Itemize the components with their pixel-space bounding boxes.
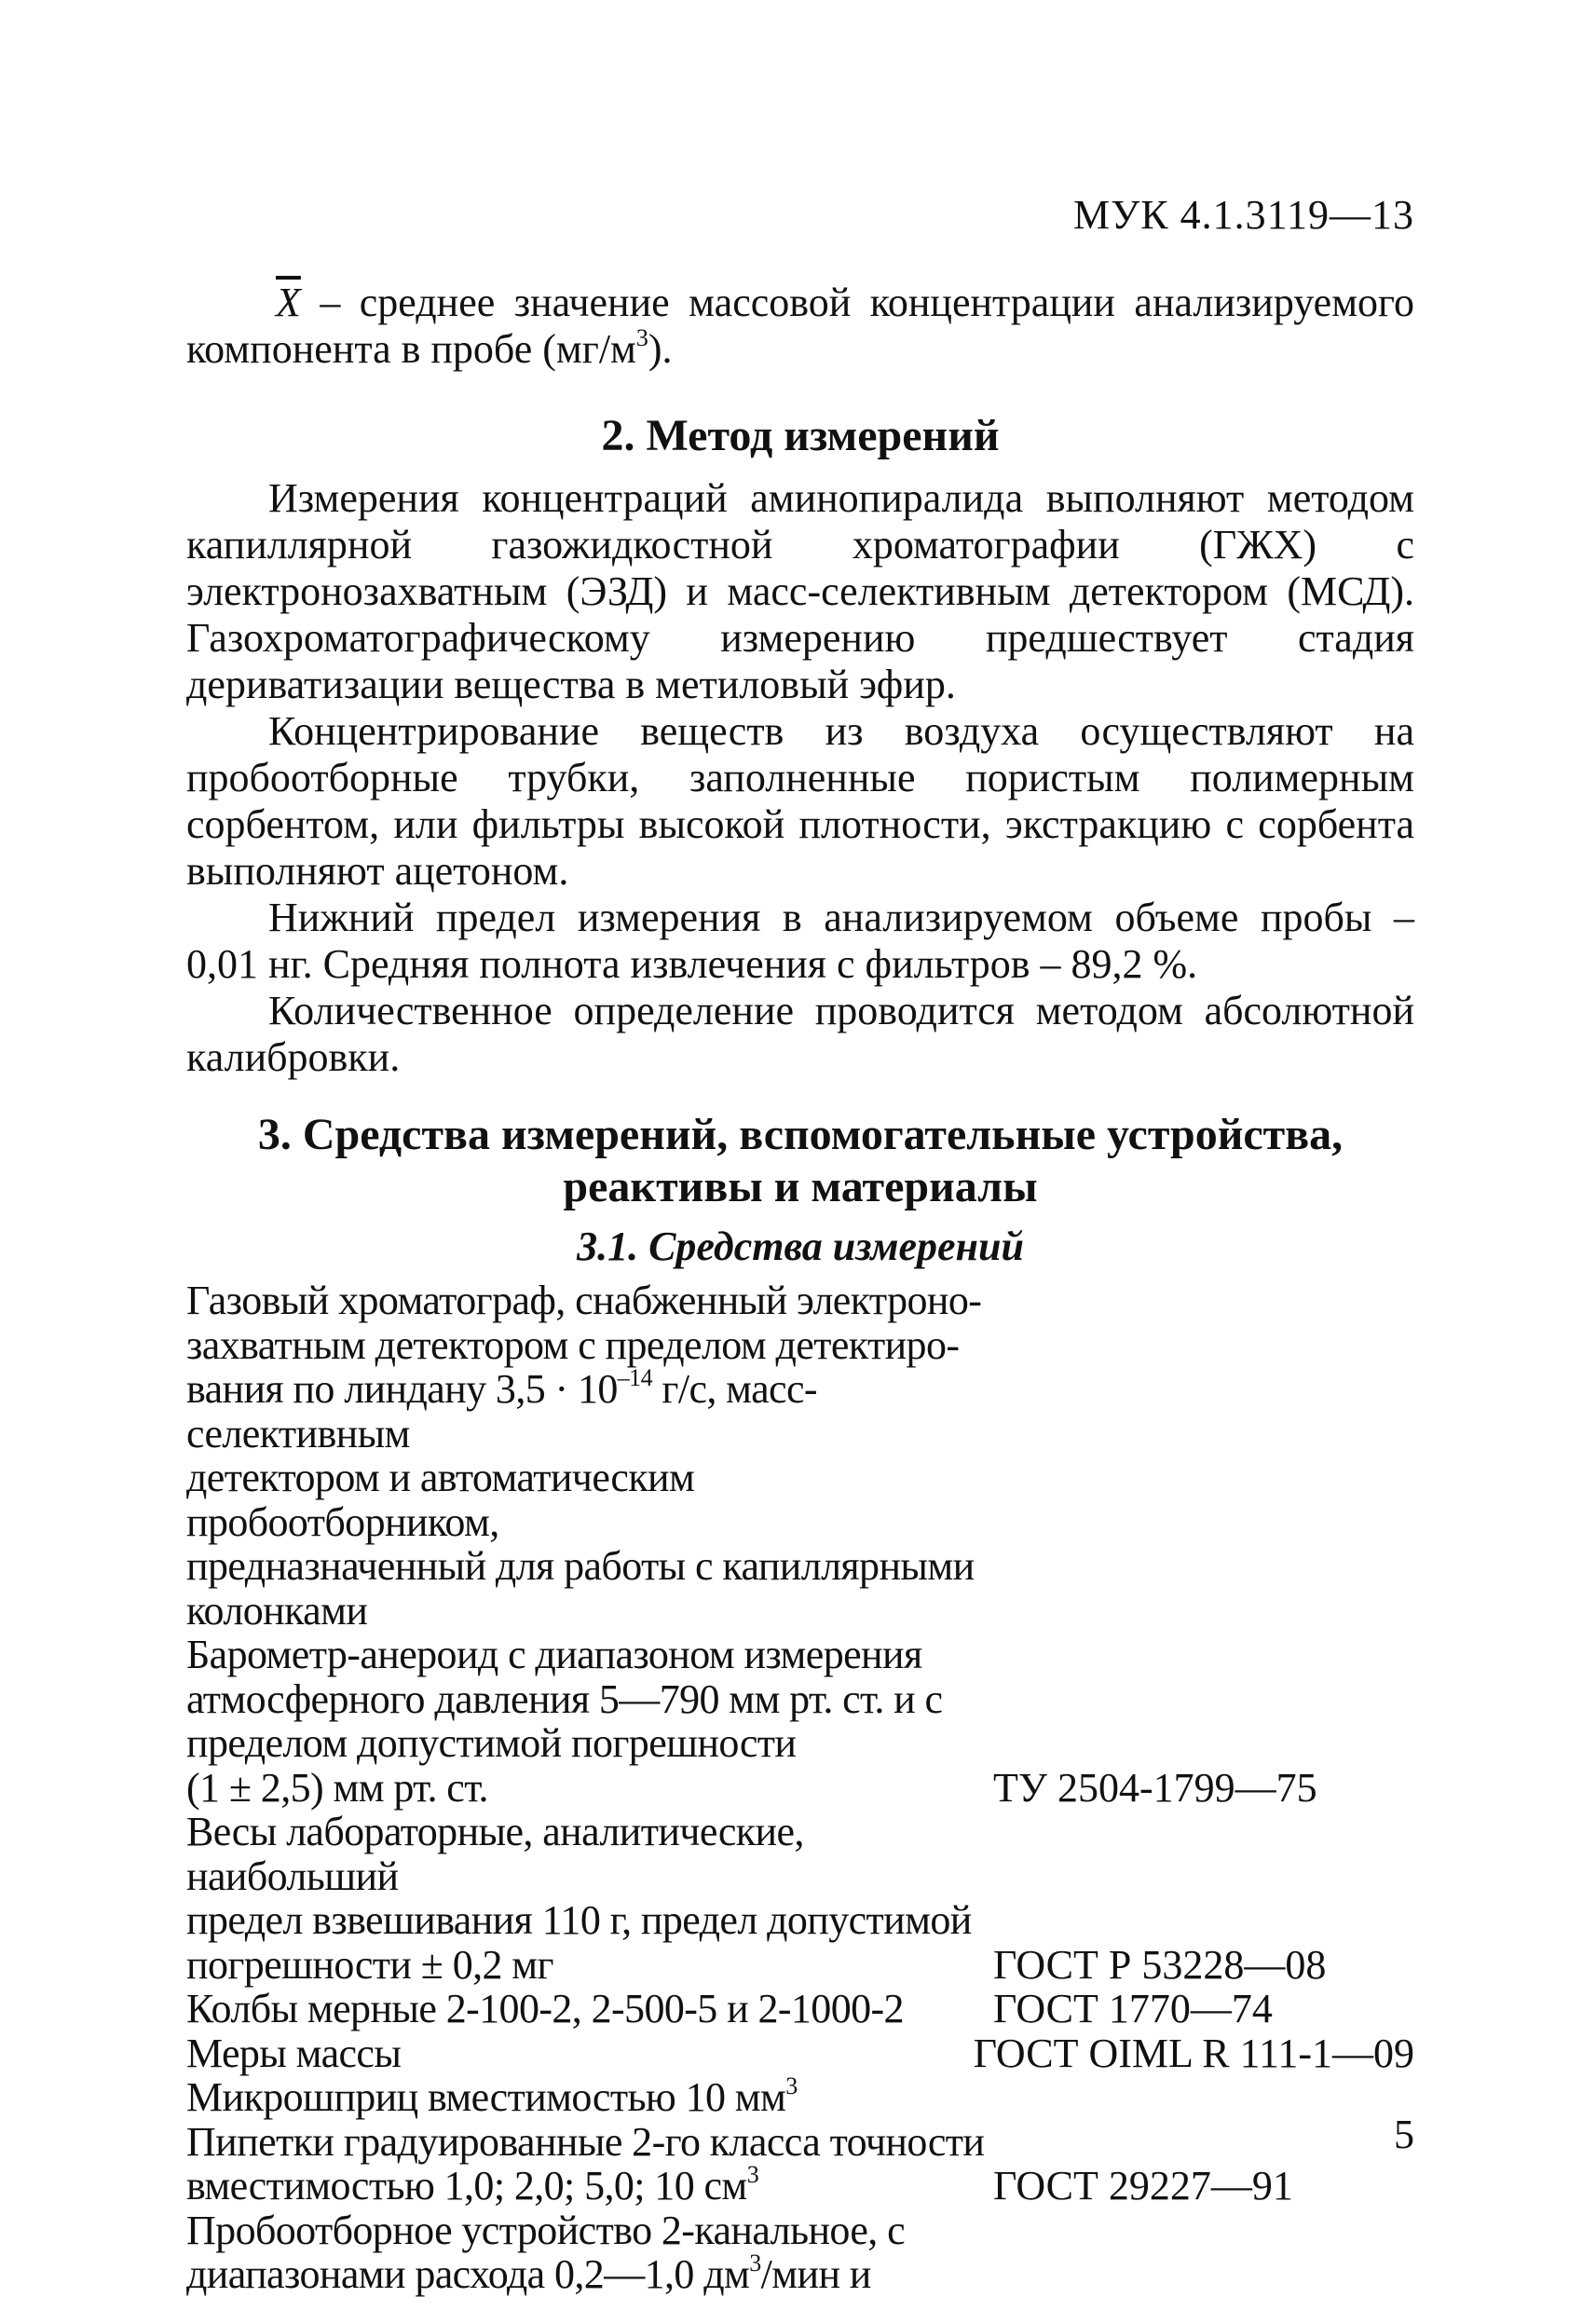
equipment-text: Весы лабораторные, аналитические, наибольший	[186, 1809, 804, 1899]
equipment-text: диапазонами расхода 0,2—1,0 дм	[186, 2251, 750, 2297]
equipment-row	[186, 1323, 1414, 1368]
equipment-row	[186, 1544, 1414, 1589]
equipment-text: Газовый хроматограф, снабженный электроно-	[186, 1278, 982, 1323]
equipment-description	[186, 2249, 988, 2297]
equipment-text: детектором и автоматическим пробоотборником,	[186, 1455, 695, 1545]
equipment-description	[186, 1987, 988, 2031]
equipment-standard: ГОСТ Р 53228—08	[993, 1941, 1327, 1988]
equipment-description	[186, 1279, 988, 1323]
equipment-text: колонками	[186, 1587, 368, 1634]
subsection-3-1-title: 3.1. Средства измерений	[577, 1224, 1024, 1269]
equipment-text: Микрошприц вместимостью 10 мм	[186, 2074, 786, 2120]
equipment-row	[186, 1721, 1414, 1766]
equipment-description	[186, 1766, 988, 1811]
equipment-text: (1 ± 2,5) мм рт. ст.	[186, 1764, 488, 1811]
equipment-text: атмосферного давления 5—790 мм рт. ст. и с	[186, 1675, 943, 1722]
equipment-description	[186, 1589, 988, 1634]
equipment-description	[186, 2031, 968, 2076]
intro-text-end: ).	[648, 326, 673, 372]
equipment-description	[186, 2072, 988, 2120]
equipment-text: предел взвешивания 110 г, предел допустимой	[186, 1897, 972, 1943]
equipment-description	[186, 1323, 988, 1368]
section-2-title: 2. Метод измерений	[601, 411, 1000, 460]
section-2-paragraph: Измерения концентраций аминопиралида выполняют методом капиллярной газожидкостной хроматографии (ГЖХ) с электронозахватным (ЭЗД) и масс-селективным детектором (МСД). Газохроматографическому измерению предшествует стадия дериватизации вещества в метиловый эфир.	[186, 475, 1414, 707]
equipment-row	[186, 1810, 1414, 1898]
document-code: МУК 4.1.3119—13	[1073, 192, 1414, 238]
section-3-title	[186, 1109, 1414, 1213]
equipment-description	[186, 1898, 988, 1943]
equipment-description	[186, 2120, 988, 2165]
equipment-row	[186, 2208, 1414, 2253]
equipment-text: захватным детектором с пределом детектиро-	[186, 1321, 960, 1368]
equipment-text: Пробоотборное устройство 2-канальное, с	[186, 2207, 906, 2253]
equipment-standard: ТУ 2504-1799—75	[993, 1764, 1317, 1811]
equipment-row	[186, 1898, 1414, 1943]
equipment-description	[186, 1633, 988, 1677]
equipment-description	[186, 1677, 988, 1722]
equipment-standard: ГОСТ 29227—91	[993, 2163, 1293, 2208]
equipment-description	[186, 1544, 988, 1589]
equipment-description	[186, 1456, 988, 1544]
equipment-row	[186, 1279, 1414, 1323]
equipment-text: вания по линдану 3,5 · 10	[186, 1366, 618, 1412]
equipment-row	[186, 1943, 1414, 1988]
equipment-text: вместимостью 1,0; 2,0; 5,0; 10 см	[186, 2163, 747, 2208]
equipment-row	[186, 1589, 1414, 1634]
equipment-row	[186, 2161, 1414, 2208]
equipment-row	[186, 1364, 1414, 1456]
equipment-text: погрешности ± 0,2 мг	[186, 1941, 553, 1988]
equipment-text: Барометр-анероид с диапазоном измерения	[186, 1632, 922, 1677]
equipment-row	[186, 2249, 1414, 2297]
equipment-row	[186, 2120, 1414, 2165]
equipment-row	[186, 1987, 1414, 2031]
equipment-description	[186, 1810, 988, 1898]
equipment-text: предназначенный для работы с капиллярными	[186, 1543, 975, 1589]
mean-symbol: $\overline{X}$	[276, 280, 301, 325]
equipment-superscript: 3	[746, 2161, 759, 2188]
equipment-standard: ГОСТ OIML R 111-1—09	[973, 2030, 1414, 2076]
equipment-standard: ГОСТ 1770—74	[993, 1986, 1273, 2031]
equipment-text: пределом допустимой погрешности	[186, 1720, 797, 1766]
equipment-row	[186, 1677, 1414, 1722]
equipment-superscript: 3	[749, 2249, 761, 2277]
equipment-row	[186, 1633, 1414, 1677]
section-2-paragraph: Количественное определение проводится методом абсолютной калибровки.	[186, 988, 1414, 1080]
section-2-paragraph: Нижний предел измерения в анализируемом объеме пробы – 0,01 нг. Средняя полнота извлечения с фильтров – 89,2 %.	[186, 895, 1414, 987]
page-number: 5	[1394, 2112, 1414, 2157]
equipment-superscript: 3	[785, 2072, 798, 2099]
intro-superscript: 3	[635, 324, 648, 351]
equipment-row	[186, 1766, 1414, 1811]
equipment-description	[186, 2161, 988, 2208]
equipment-superscript: –14	[617, 1364, 652, 1391]
equipment-text-continued: /мин и	[760, 2251, 871, 2297]
equipment-row	[186, 1456, 1414, 1544]
equipment-row	[186, 2031, 1414, 2076]
intro-paragraph	[186, 280, 1414, 373]
equipment-description	[186, 1364, 988, 1456]
section-3-title-line-1: 3. Средства измерений, вспомогательные устройства,	[257, 1110, 1344, 1159]
section-3-title-line-2: реактивы и материалы	[563, 1162, 1038, 1211]
equipment-text: Пипетки градуированные 2-го класса точности	[186, 2118, 985, 2165]
intro-text: – среднее значение массовой концентрации анализируемого компонента в пробе (мг/м	[186, 280, 1414, 372]
equipment-text: Колбы мерные 2-100-2, 2-500-5 и 2-1000-2	[186, 1986, 904, 2031]
equipment-row	[186, 2072, 1414, 2120]
equipment-text-continued: г/с, масс-селективным	[186, 1366, 817, 1456]
equipment-description	[186, 1721, 988, 1766]
equipment-description	[186, 2208, 988, 2253]
equipment-list	[186, 1279, 1414, 2297]
equipment-description	[186, 1943, 988, 1988]
page-body	[186, 280, 1414, 2297]
equipment-text: Меры массы	[186, 2030, 402, 2076]
section-2-paragraph: Концентрирование веществ из воздуха осуществляют на пробоотборные трубки, заполненные пористым полимерным сорбентом, или фильтры высокой плотности, экстракцию с сорбента выполняют ацетоном.	[186, 708, 1414, 894]
